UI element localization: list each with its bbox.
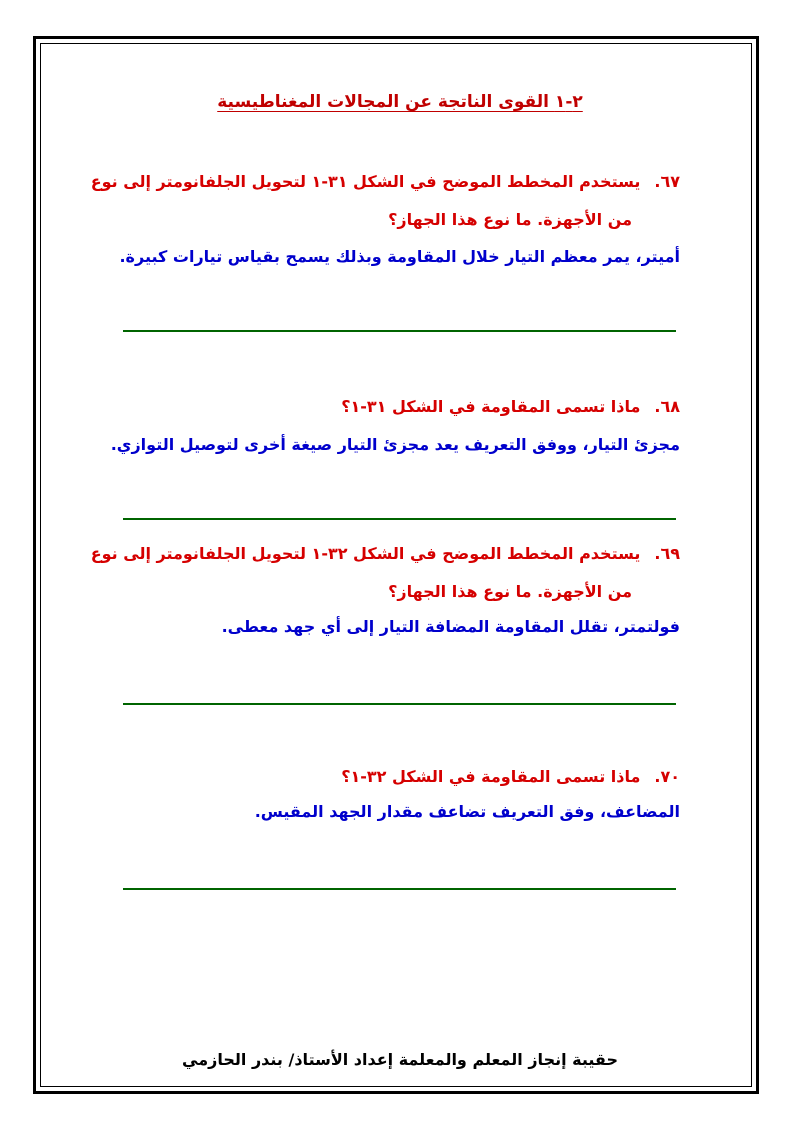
question-text <box>90 172 680 192</box>
answer-text: المضاعف، وفق التعريف تضاعف مقدار الجهد المقيس. <box>254 802 680 821</box>
question-68 <box>110 397 680 455</box>
question-line-1: ماذا تسمى المقاومة في الشكل ٣٢-١؟ <box>341 767 641 786</box>
question-67 <box>90 172 680 267</box>
question-70 <box>120 767 680 822</box>
question-number: ٦٨. <box>654 397 680 416</box>
answer-text: أميتر، يمر معظم التيار خلال المقاومة وبذلك يسمح بقياس تيارات كبيرة. <box>119 247 680 266</box>
answer-text: مجزئ التيار، ووفق التعريف يعد مجزئ التيار صيغة أخرى لتوصيل التوازي. <box>110 435 680 454</box>
question-text <box>90 544 680 564</box>
question-69 <box>90 544 680 637</box>
page-footer: حقيبة إنجاز المعلم والمعلمة إعداد الأستاذ/ بندر الحازمي <box>182 1050 618 1069</box>
question-line-1: يستخدم المخطط الموضح في الشكل ٣٢-١ لتحويل الجلفانومتر إلى نوع <box>90 544 641 563</box>
question-line-2: من الأجهزة. ما نوع هذا الجهاز؟ <box>388 210 632 229</box>
question-text <box>120 767 680 787</box>
answer-text: فولتمتر، تقلل المقاومة المضافة التيار إلى أي جهد معطى. <box>221 617 680 636</box>
question-line-1: ماذا تسمى المقاومة في الشكل ٣١-١؟ <box>341 397 641 416</box>
divider-line <box>123 888 676 890</box>
question-line-2: من الأجهزة. ما نوع هذا الجهاز؟ <box>388 582 632 601</box>
divider-line <box>123 518 676 520</box>
question-number: ٧٠. <box>654 767 680 786</box>
divider-line <box>123 703 676 705</box>
section-title-text: ٢-١ القوى الناتجة عن المجالات المغناطيسية <box>217 92 583 112</box>
question-line-1: يستخدم المخطط الموضح في الشكل ٣١-١ لتحويل الجلفانومتر إلى نوع <box>90 172 641 191</box>
question-text <box>120 397 680 417</box>
question-number: ٦٩. <box>654 544 680 563</box>
section-title <box>0 92 800 112</box>
question-number: ٦٧. <box>654 172 680 191</box>
divider-line <box>123 330 676 332</box>
